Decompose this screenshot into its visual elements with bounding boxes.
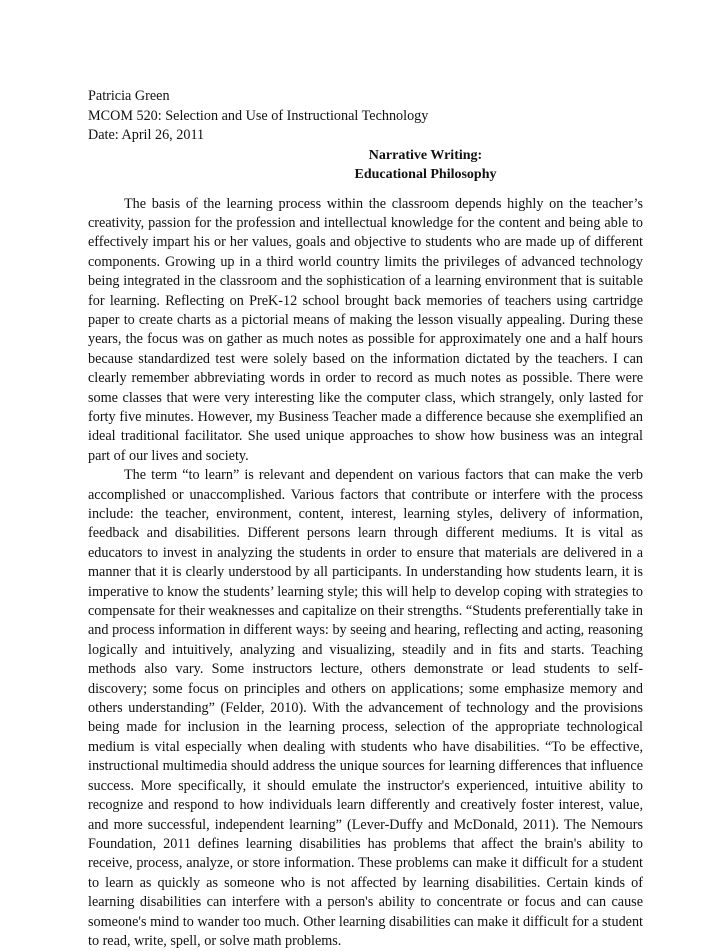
title-line-1: Narrative Writing: xyxy=(368,147,483,163)
document-date: Date: April 26, 2011 xyxy=(88,127,205,143)
document-title xyxy=(88,146,643,185)
course-title: MCOM 520: Selection and Use of Instructional Technology xyxy=(88,107,429,124)
body-paragraph-2: The term “to learn” is relevant and dependent on various factors that can make the verb accomplished or unaccomplished. Various factors that contribute or interfere with the process include: the teacher, environment, content, interest, learning styles, delivery of information, feedback and disabilities. Different persons learn through different mediums. It is vital as educators to invest in analyzing the students in order to ensure that materials are delivered in a manner that it is clearly understood by all participants. In understanding how students learn, it is imperative to know the students’ learning style; this will help to develop coping with strategies to compensate for their weaknesses and capitalize on their strengths. “Students preferentially take in and process information in different ways: by seeing and hearing, reflecting and acting, reasoning logically and intuitively, analyzing and visualizing, steadily and in fits and starts. Teaching methods also vary. Some instructors lecture, others demonstrate or lead students to self-discovery; some focus on principles and others on applications; some emphasize memory and others understanding” (Felder, 2010). With the advancement of technology and the provisions being made for inclusion in the learning process, selection of the appropriate technological medium is vital especially when dealing with students who have disabilities. “To be effective, instructional multimedia should address the unique sources for learning differences that influence success. More specifically, it should emulate the instructor's experienced, intuitive ability to recognize and respond to how individuals learn differently and creatively foster interest, value, and more successful, independent learning” (Lever-Duffy and McDonald, 2011). The Nemours Foundation, 2011 defines learning disabilities has problems that affect the brain's ability to receive, process, analyze, or store information. These problems can make it difficult for a student to learn as quickly as someone who is not affected by learning disabilities. Certain kinds of learning disabilities can interfere with a person's ability to concentrate or focus and can cause someone's mind to wander too much. Other learning disabilities can make it difficult for a student to read, write, spell, or solve math problems. xyxy=(88,467,643,949)
author-name: Patricia Green xyxy=(88,88,170,104)
title-line-2: Educational Philosophy xyxy=(354,167,497,182)
document-page xyxy=(88,87,643,951)
body-paragraph-1: The basis of the learning process within the classroom depends highly on the teacher’s creativity, passion for the profession and intellectual knowledge for the content and being able to effectively impart his or her values, goals and objective to students who are made up of different components. Growing up in a third world country limits the privileges of advanced technology being integrated in the classroom and the sophistication of a learning environment that is suitable for learning. Reflecting on PreK-12 school brought back memories of teachers using cartridge paper to create charts as a pictorial means of making the lesson visually appealing. During these years, the focus was on gather as much notes as possible for approximately one and a half hours because standardized test were solely based on the information dictated by the teachers. I can clearly remember abbreviating words in order to record as much notes as possible. There were some classes that were very interesting like the computer class, which strangely, only lasted for forty five minutes. However, my Business Teacher made a difference because she exemplified an ideal traditional facilitator. She used unique approaches to show how business was an integral part of our lives and society. xyxy=(88,195,643,464)
